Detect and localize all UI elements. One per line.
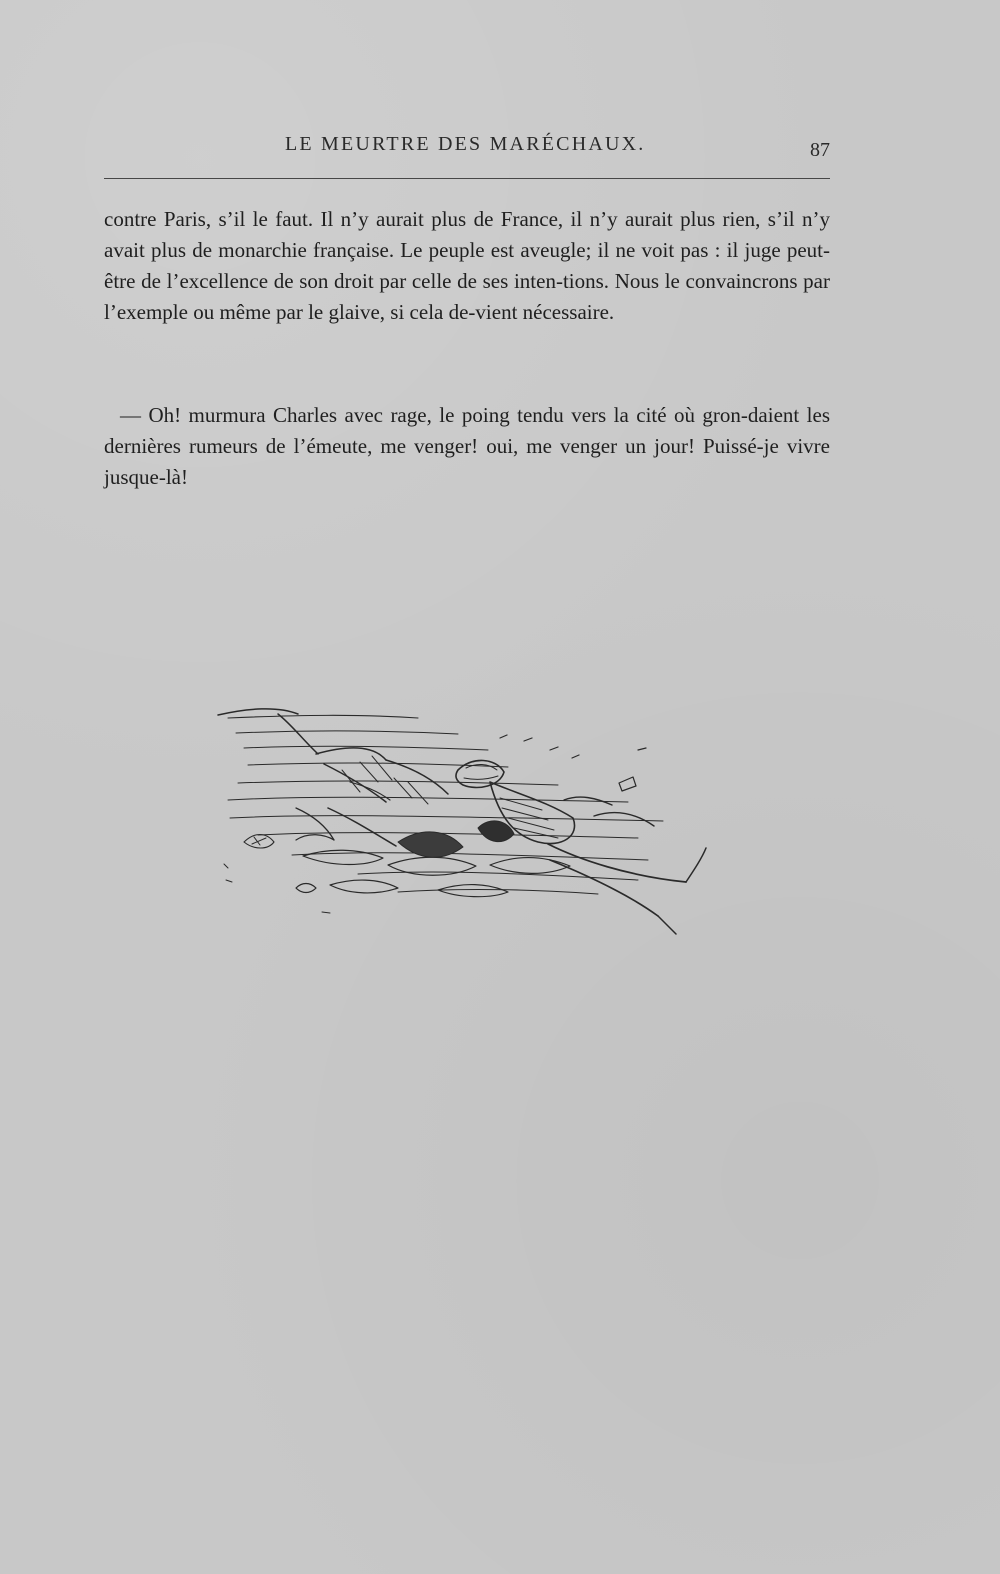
header-rule [104,178,830,179]
engraving-illustration [208,690,708,935]
body-paragraph-1: contre Paris, s’il le faut. Il n’y aurait plus de France, il n’y aurait plus rien, s’il n’y avait plus de monarchie française. Le peuple est aveugle; il ne voit pas : il juge peut-être de l’excellence de son droit par celle de ses inten-tions. Nous le convaincrons par l’exemple ou même par le glaive, si cela de-vient nécessaire. [104,207,830,324]
page-number: 87 [810,139,830,161]
running-title: LE MEURTRE DES MARÉCHAUX. [285,133,646,155]
body-paragraph-2 [104,400,830,493]
body-paragraph-2-text: — Oh! murmura Charles avec rage, le poing tendu vers la cité où gron-daient les dernières rumeurs de l’émeute, me venger! oui, me venger un jour! Puissé-je vivre jusque-là! [104,403,830,489]
engraving-two-bodies-on-pavement-icon [208,690,708,935]
